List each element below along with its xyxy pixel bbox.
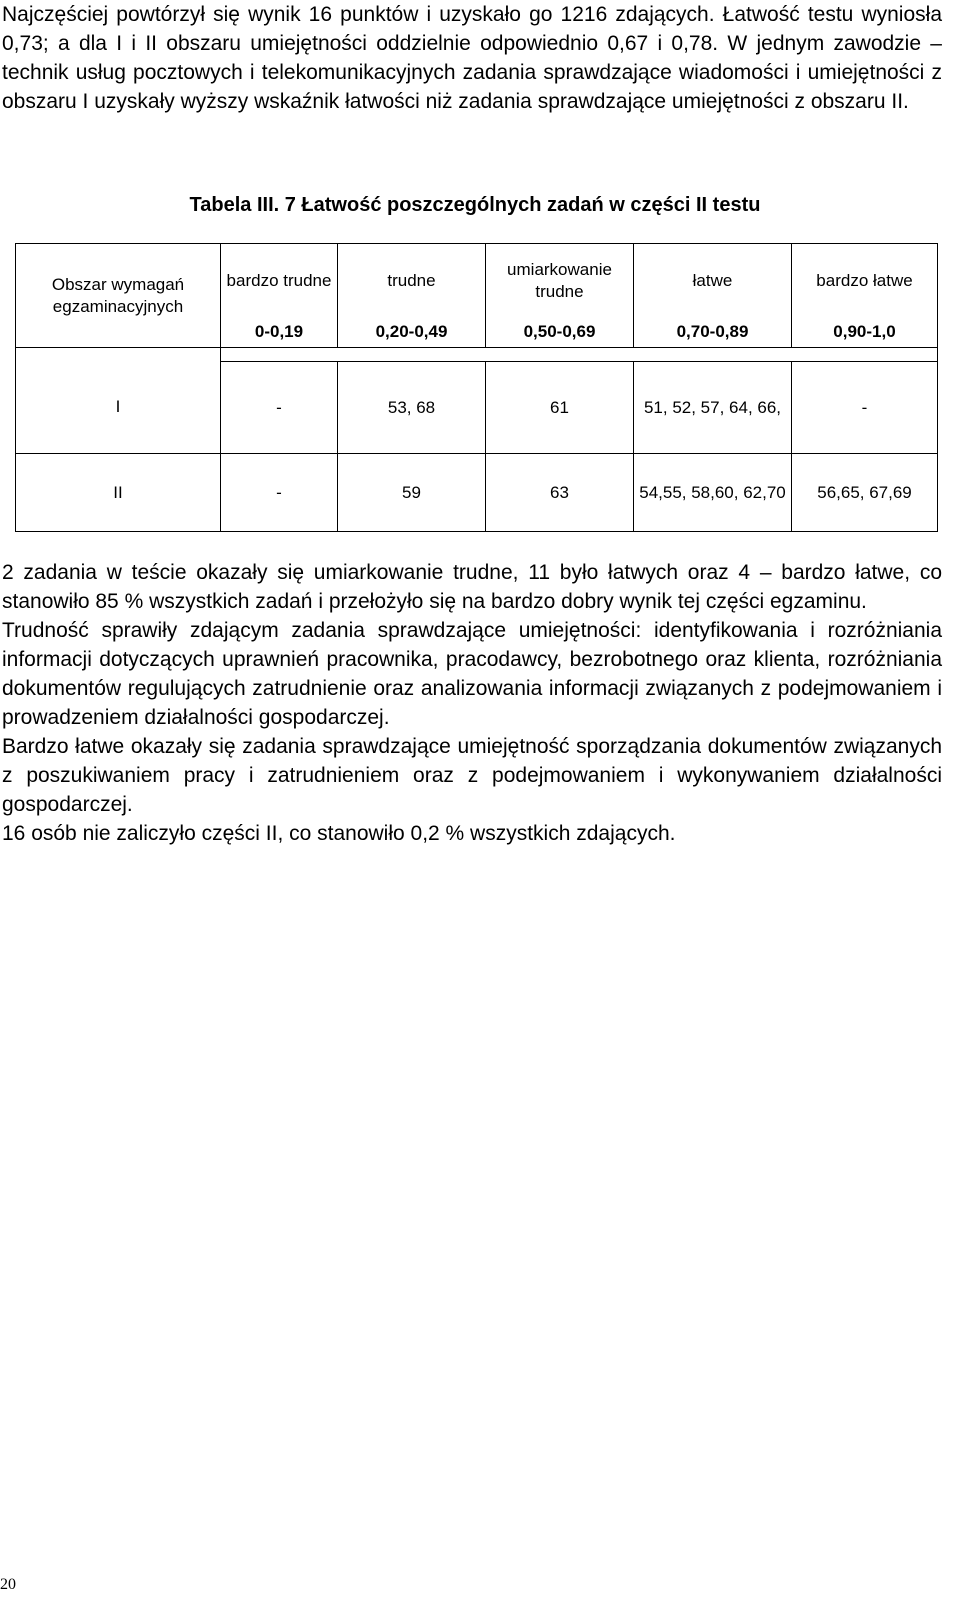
- table-cell: 61: [486, 362, 634, 454]
- row-area: II: [16, 454, 221, 532]
- range-easy: 0,70-0,89: [634, 318, 792, 348]
- paragraph-summary: 2 zadania w teście okazały się umiarkowanie trudne, 11 było łatwych oraz 4 – bardzo łatwe, co stanowiło 85 % wszystkich zadań i przełożyło się na bardzo dobry wynik tej części egzaminu.: [2, 561, 942, 613]
- range-very-hard: 0-0,19: [221, 318, 338, 348]
- table-cell: 56,65, 67,69: [792, 454, 938, 532]
- header-cat-very-hard: bardzo trudne: [221, 244, 338, 318]
- header-cat-moderate: umiarkowanie trudne: [486, 244, 634, 318]
- header-cat-hard: trudne: [338, 244, 486, 318]
- range-moderate: 0,50-0,69: [486, 318, 634, 348]
- row-area: I: [16, 362, 221, 454]
- table-header-row: [16, 244, 938, 318]
- table-cell: 51, 52, 57, 64, 66,: [634, 362, 792, 454]
- paragraph-easy-tasks: Bardzo łatwe okazały się zadania sprawdzające umiejętność sporządzania dokumentów związanych z poszukiwaniem pracy i zatrudnieniem oraz z podejmowaniem i wykonywaniem działalności gospodarczej.: [2, 735, 942, 816]
- table-cell: 53, 68: [338, 362, 486, 454]
- table-caption: Tabela III. 7 Łatwość poszczególnych zadań w części II testu: [189, 194, 761, 216]
- difficulty-table: [15, 243, 938, 532]
- table-row: [16, 454, 938, 532]
- table-cell: -: [221, 362, 338, 454]
- table-cell: -: [221, 454, 338, 532]
- table-cell: 63: [486, 454, 634, 532]
- header-cat-very-easy: bardzo łatwe: [792, 244, 938, 318]
- header-cat-easy: łatwe: [634, 244, 792, 318]
- paragraph-failures: 16 osób nie zaliczyło części II, co stanowiło 0,2 % wszystkich zdających.: [2, 822, 676, 845]
- range-hard: 0,20-0,49: [338, 318, 486, 348]
- table-cell: -: [792, 362, 938, 454]
- table-cell: 54,55, 58,60, 62,70: [634, 454, 792, 532]
- page-number: 20: [0, 1576, 16, 1593]
- spacer-row: [16, 348, 938, 362]
- range-very-easy: 0,90-1,0: [792, 318, 938, 348]
- table-cell: 59: [338, 454, 486, 532]
- body-text: [2, 558, 942, 848]
- paragraph-difficulties: Trudność sprawiły zdającym zadania sprawdzające umiejętności: identyfikowania i rozróżniania informacji dotyczących uprawnień pracownika, pracodawcy, bezrobotnego oraz klienta, rozróżniania dokumentów regulujących zatrudnienie oraz analizowania informacji związanych z podejmowaniem i prowadzeniem działalności gospodarczej.: [2, 619, 942, 729]
- table-row: [16, 362, 938, 454]
- header-area: Obszar wymagań egzaminacyjnych: [16, 244, 221, 348]
- intro-paragraph: Najczęściej powtórzył się wynik 16 punktów i uzyskało go 1216 zdających. Łatwość testu wyniosła 0,73; a dla I i II obszaru umiejętności oddzielnie odpowiednio 0,67 i 0,78. W jednym zawodzie – technik usług pocztowych i telekomunikacyjnych zadania sprawdzające wiadomości i umiejętności z obszaru I uzyskały wyższy wskaźnik łatwości niż zadania sprawdzające umiejętności z obszaru II.: [2, 3, 942, 113]
